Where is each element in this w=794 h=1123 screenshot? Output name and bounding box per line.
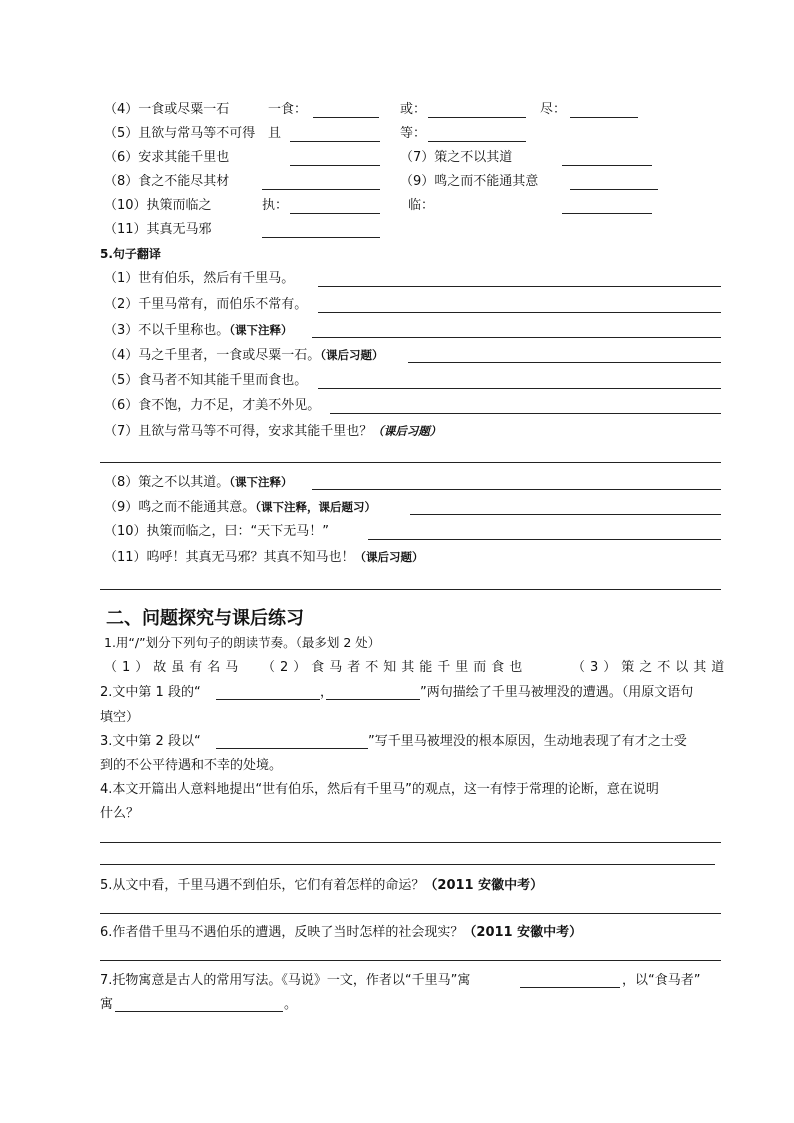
translate-item: （4）马之千里者，一食或尽粟一石。（课后习题）: [104, 348, 384, 363]
question-7-mid: ，以“食马者”: [622, 973, 701, 988]
vocab-item-10: （10）执策而临之: [104, 198, 212, 213]
vocab-label: 等：: [400, 126, 427, 141]
vocab-label: 且: [268, 126, 282, 141]
question-1: 1.用“/”划分下列句子的朗读节奏。（最多划 2 处）: [104, 635, 381, 650]
answer-line[interactable]: [318, 286, 721, 287]
question-3: 3.文中第 2 段以“: [100, 734, 201, 749]
vocab-item-6: （6）安求其能千里也: [104, 150, 230, 165]
question-3-end: 到的不公平待遇和不幸的处境。: [100, 758, 283, 773]
q1-sentence-1[interactable]: （1）故虽有名马: [104, 660, 244, 675]
translate-item: （5）食马者不知其能千里而食也。: [104, 373, 308, 388]
answer-line[interactable]: [100, 864, 715, 865]
answer-blank[interactable]: [262, 189, 380, 190]
answer-blank[interactable]: [115, 1011, 283, 1012]
answer-line[interactable]: [368, 539, 721, 540]
answer-blank[interactable]: [428, 141, 526, 142]
q1-sentence-2[interactable]: （2）食马者不知其能千里而食也: [262, 660, 528, 675]
translate-item: （10）执策而临之，曰：“天下无马！”: [104, 524, 330, 539]
question-7-cont: 寓: [100, 997, 114, 1012]
vocab-item-8: （8）食之不能尽其材: [104, 174, 230, 189]
question-7: 7.托物寓意是古人的常用写法。《马说》一文，作者以“千里马”寓: [100, 973, 471, 988]
answer-blank[interactable]: [262, 237, 380, 238]
question-2-end: 填空）: [100, 710, 140, 725]
vocab-item-9: （9）鸣之而不能通其意: [400, 174, 539, 189]
vocab-label: 一食：: [268, 102, 308, 117]
vocab-item-4: （4）一食或尽粟一石: [104, 102, 230, 117]
answer-blank[interactable]: [570, 189, 658, 190]
q1-sentence-3[interactable]: （3）策之不以其道: [572, 660, 730, 675]
answer-line[interactable]: [100, 960, 721, 961]
answer-line[interactable]: [408, 362, 721, 363]
answer-line[interactable]: [100, 462, 721, 463]
translate-item: （11）呜呼！其真无马邪？其真不知马也！（课后习题）: [104, 550, 424, 565]
translate-item: （6）食不饱，力不足，才美不外见。: [104, 398, 321, 413]
vocab-item-7: （7）策之不以其道: [400, 150, 513, 165]
question-2: 2.文中第 1 段的“: [100, 685, 201, 700]
answer-line[interactable]: [312, 337, 721, 338]
translate-item: （3）不以千里称也。（课下注释）: [104, 323, 293, 338]
answer-blank[interactable]: [290, 165, 380, 166]
question-6: 6.作者借千里马不遇伯乐的遭遇，反映了当时怎样的社会现实？（2011 安徽中考）: [100, 925, 583, 940]
vocab-label: 或：: [400, 102, 427, 117]
vocab-item-11: （11）其真无马邪: [104, 222, 212, 237]
answer-blank[interactable]: [520, 987, 620, 988]
vocab-label: 尽：: [540, 102, 567, 117]
answer-line[interactable]: [312, 489, 721, 490]
question-2-rest: ”两句描绘了千里马被埋没的遭遇。（用原文语句: [420, 685, 694, 700]
section-heading: 二、问题探究与课后练习: [106, 608, 304, 629]
vocab-label: 执：: [262, 198, 289, 213]
answer-blank[interactable]: [562, 213, 652, 214]
answer-blank[interactable]: [216, 748, 368, 749]
question-4: 4.本文开篇出人意料地提出“世有伯乐，然后有千里马”的观点，这一有悖于常理的论断，意在说明: [100, 782, 659, 797]
answer-line[interactable]: [330, 413, 721, 414]
answer-blank[interactable]: [290, 141, 380, 142]
answer-line[interactable]: [100, 589, 721, 590]
answer-line[interactable]: [100, 842, 721, 843]
question-4-end: 什么？: [100, 806, 140, 821]
vocab-item-5: （5）且欲与常马等不可得: [104, 126, 256, 141]
answer-blank[interactable]: [290, 213, 380, 214]
section-title: 5.句子翻译: [100, 247, 161, 261]
question-7-end: 。: [284, 997, 298, 1012]
translate-item: （2）千里马常有，而伯乐不常有。: [104, 297, 308, 312]
answer-line[interactable]: [100, 913, 721, 914]
answer-blank[interactable]: [216, 699, 320, 700]
answer-line[interactable]: [318, 388, 721, 389]
answer-blank[interactable]: [570, 117, 638, 118]
translate-item: （9）鸣之而不能通其意。（课下注释，课后题习）: [104, 500, 377, 515]
answer-blank[interactable]: [428, 117, 526, 118]
translate-item: （1）世有伯乐，然后有千里马。: [104, 271, 295, 286]
answer-blank[interactable]: [313, 117, 379, 118]
answer-line[interactable]: [318, 312, 721, 313]
question-3-rest: ”写千里马被埋没的根本原因，生动地表现了有才之士受: [368, 734, 687, 749]
question-5: 5.从文中看，千里马遇不到伯乐，它们有着怎样的命运？（2011 安徽中考）: [100, 878, 544, 893]
translate-item: （7）且欲与常马等不可得，安求其能千里也？（课后习题）: [104, 424, 442, 439]
answer-blank[interactable]: [562, 165, 652, 166]
vocab-label: 临：: [408, 198, 435, 213]
answer-blank[interactable]: [326, 699, 420, 700]
comma: ，: [320, 685, 334, 700]
translate-item: （8）策之不以其道。（课下注释）: [104, 475, 293, 490]
answer-line[interactable]: [410, 514, 721, 515]
